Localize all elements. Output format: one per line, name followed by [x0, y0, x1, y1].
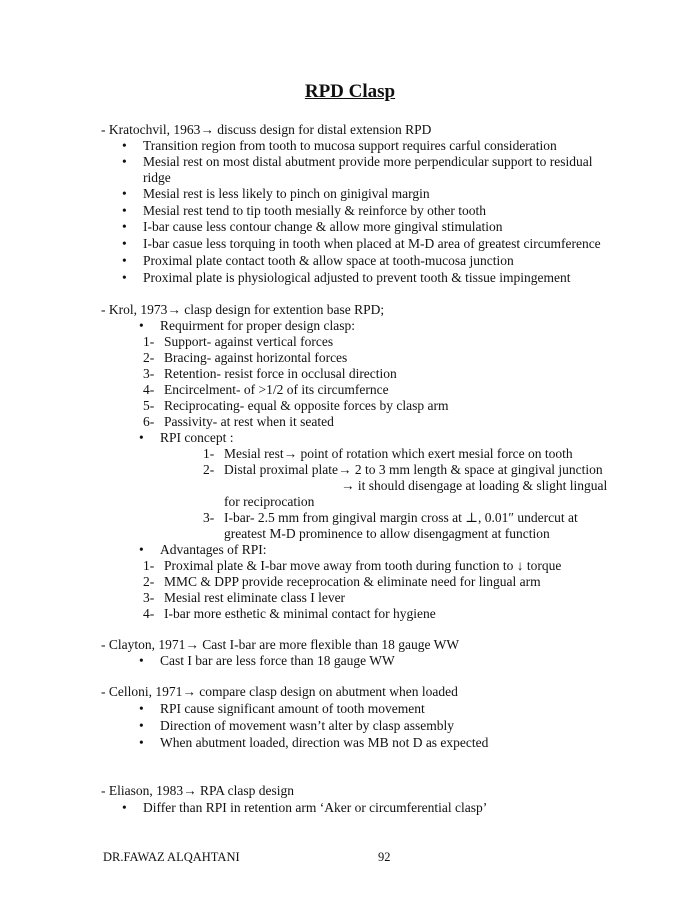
list-item-text: RPI cause significant amount of tooth movement — [160, 701, 425, 716]
bullet-icon: • — [139, 718, 144, 733]
item-number: 2- — [143, 350, 155, 365]
list-item-text: Transition region from tooth to mucosa support requires carful consideration — [143, 138, 557, 153]
item-text: Mesial rest eliminate class I lever — [164, 590, 346, 605]
item-number: 6- — [143, 414, 155, 429]
list-item-text: Advantages of RPI: — [160, 542, 267, 557]
list-item — [122, 154, 593, 170]
list-item-text: Proximal plate is physiological adjusted to prevent tooth & tissue impingement — [143, 270, 571, 285]
bullet-icon: • — [122, 203, 127, 218]
section-lead-celloni: - Celloni, 1971→ compare clasp design on abutment when loaded — [101, 684, 458, 699]
section-lead-kratochvil: - Kratochvil, 1963→ discuss design for distal extension RPD — [101, 122, 432, 137]
item-text: Support- against vertical forces — [164, 334, 334, 349]
numbered-item — [203, 510, 578, 526]
item-number: 1- — [143, 334, 155, 349]
list-item-text: Mesial rest on most distal abutment provide more perpendicular support to residual — [143, 154, 593, 169]
list-item — [139, 542, 267, 558]
numbered-item — [203, 446, 573, 462]
item-continuation: → it should disengage at loading & slight lingual — [341, 478, 608, 493]
item-number: 4- — [143, 382, 155, 397]
numbered-item — [143, 366, 397, 382]
item-text: Passivity- at rest when it seated — [164, 414, 334, 429]
item-text: I-bar more esthetic & minimal contact for hygiene — [164, 606, 436, 621]
bullet-icon: • — [122, 219, 127, 234]
list-item — [139, 653, 395, 669]
list-item — [122, 236, 601, 252]
list-item — [139, 701, 425, 717]
item-text: Encircelment- of >1/2 of its circumfernce — [164, 382, 389, 397]
page-title: RPD Clasp — [304, 81, 396, 102]
numbered-item — [143, 414, 334, 430]
item-number: 2- — [203, 462, 215, 477]
item-continuation: greatest M-D prominence to allow disengagment at function — [224, 526, 550, 541]
footer-author: DR.FAWAZ ALQAHTANI — [103, 850, 240, 864]
item-number: 2- — [143, 574, 155, 589]
item-number: 3- — [203, 510, 215, 525]
list-item-text: Differ than RPI in retention arm ‘Aker or circumferential clasp’ — [143, 800, 488, 815]
bullet-icon: • — [122, 270, 127, 285]
bullet-icon: • — [139, 542, 144, 557]
list-item — [139, 735, 489, 751]
list-item — [139, 430, 234, 446]
item-text: Retention- resist force in occlusal direction — [164, 366, 397, 381]
list-item — [122, 270, 571, 286]
item-number: 1- — [143, 558, 155, 573]
bullet-icon: • — [139, 701, 144, 716]
list-item — [139, 318, 355, 334]
item-number: 4- — [143, 606, 155, 621]
bullet-icon: • — [122, 800, 127, 815]
item-number: 1- — [203, 446, 215, 461]
bullet-icon: • — [139, 318, 144, 333]
list-item — [122, 186, 430, 202]
numbered-item — [143, 606, 436, 622]
page-number: 92 — [378, 850, 391, 864]
item-text: Bracing- against horizontal forces — [164, 350, 348, 365]
numbered-item — [143, 558, 562, 574]
list-item-text: RPI concept : — [160, 430, 234, 445]
item-text: Proximal plate & I-bar move away from tooth during function to ↓ torque — [164, 558, 562, 573]
item-number: 3- — [143, 366, 155, 381]
item-continuation: for reciprocation — [224, 494, 315, 509]
item-text: Mesial rest→ point of rotation which exert mesial force on tooth — [224, 446, 573, 461]
item-text: Distal proximal plate→ 2 to 3 mm length & space at gingival junction — [224, 462, 603, 477]
list-item — [122, 800, 488, 816]
bullet-icon: • — [122, 138, 127, 153]
item-number: 3- — [143, 590, 155, 605]
numbered-item — [143, 398, 449, 414]
bullet-icon: • — [122, 253, 127, 268]
list-item-text: When abutment loaded, direction was MB not D as expected — [160, 735, 489, 750]
list-item-text: Proximal plate contact tooth & allow space at tooth-mucosa junction — [143, 253, 514, 268]
numbered-item — [143, 590, 346, 606]
bullet-icon: • — [139, 653, 144, 668]
bullet-icon: • — [122, 236, 127, 251]
section-lead-krol: - Krol, 1973→ clasp design for extention base RPD; — [101, 302, 385, 317]
list-item-text: I-bar cause less contour change & allow more gingival stimulation — [143, 219, 503, 234]
item-text: MMC & DPP provide receprocation & eliminate need for lingual arm — [164, 574, 541, 589]
bullet-icon: • — [122, 154, 127, 169]
list-item-text: Direction of movement wasn’t alter by clasp assembly — [160, 718, 455, 733]
section-lead-clayton: - Clayton, 1971→ Cast I-bar are more flexible than 18 gauge WW — [101, 637, 460, 652]
bullet-icon: • — [139, 430, 144, 445]
numbered-item — [143, 334, 334, 350]
item-text: I-bar- 2.5 mm from gingival margin cross at ⊥, 0.01″ undercut at — [224, 510, 578, 525]
list-item-text: Mesial rest tend to tip tooth mesially & reinforce by other tooth — [143, 203, 487, 218]
list-item — [122, 203, 487, 219]
section-lead-eliason: - Eliason, 1983→ RPA clasp design — [101, 783, 295, 798]
numbered-item — [143, 382, 389, 398]
list-item — [122, 138, 557, 154]
list-item-text: Requirment for proper design clasp: — [160, 318, 355, 333]
list-item-text: Mesial rest is less likely to pinch on ginigival margin — [143, 186, 430, 201]
bullet-icon: • — [122, 186, 127, 201]
list-item-continuation: ridge — [143, 170, 171, 185]
list-item — [122, 253, 514, 269]
numbered-item — [203, 462, 603, 478]
item-text: Reciprocating- equal & opposite forces by clasp arm — [164, 398, 449, 413]
list-item — [122, 219, 503, 235]
bullet-icon: • — [139, 735, 144, 750]
numbered-item — [143, 574, 541, 590]
item-number: 5- — [143, 398, 155, 413]
numbered-item — [143, 350, 348, 366]
list-item-text: Cast I bar are less force than 18 gauge WW — [160, 653, 395, 668]
list-item — [139, 718, 455, 734]
list-item-text: I-bar casue less torquing in tooth when placed at M-D area of greatest circumference — [143, 236, 601, 251]
